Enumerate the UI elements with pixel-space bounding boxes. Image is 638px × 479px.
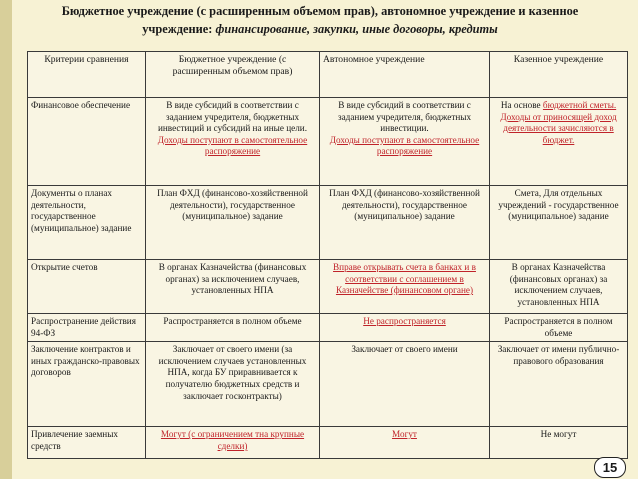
autonomous-text: В виде субсидий в соответствии с заданием учредителя, бюджетных инвестиции. [337, 100, 472, 134]
header-criteria: Критерии сравнения [28, 52, 146, 98]
budget-cell: Могут (с ограничением тна крупные сделки) [146, 427, 320, 459]
criterion-cell: Заключение контрактов и иных гражданско-правовых договоров [28, 342, 146, 427]
state-cell [490, 98, 628, 186]
title-line-2-italic: финансирование, закупки, иные договоры, кредиты [215, 22, 498, 36]
autonomous-cell [320, 98, 490, 186]
table-row [28, 98, 628, 186]
table-row [28, 186, 628, 260]
budget-cell: Заключает от своего имени (за исключением случаев установленных НПА, когда БУ приравнивается к получателю бюджетных средств и заключает госконтракты) [146, 342, 320, 427]
table-header-row [28, 52, 628, 98]
budget-text: В виде субсидий в соответствии с заданием учредителя, бюджетных инвестиций и субсидий на иные цели. [157, 100, 308, 134]
state-cell: Не могут [490, 427, 628, 459]
autonomous-cell: План ФХД (финансово-хозяйственной деятельности), государственное (муниципальное) задание [320, 186, 490, 260]
state-cell: Распространяется в полном объеме [490, 314, 628, 342]
budget-cell: План ФХД (финансово-хозяйственной деятельности), государственное (муниципальное) задание [146, 186, 320, 260]
autonomous-cell: Могут [320, 427, 490, 459]
budget-cell: В органах Казначейства (финансовых органах) за исключением случаев, установленных НПА [146, 260, 320, 314]
autonomous-cell: Вправе открывать счета в банках и в соответствии с соглашением в Казначействе (финансовом органе) [320, 260, 490, 314]
autonomous-cell: Заключает от своего имени [320, 342, 490, 427]
header-state: Казенное учреждение [490, 52, 628, 98]
table-row [28, 427, 628, 459]
criterion-cell: Распространение действия 94-ФЗ [28, 314, 146, 342]
criterion-cell: Финансовое обеспечение [28, 98, 146, 186]
left-decorative-bar [0, 0, 12, 479]
state-text: На основе [500, 100, 543, 110]
table-row [28, 342, 628, 427]
autonomous-red-text: Доходы поступают в самостоятельное распоряжение [329, 134, 480, 157]
comparison-table [27, 51, 628, 459]
state-red-text-1: бюджетной сметы. [542, 100, 617, 110]
header-autonomous: Автономное учреждение [320, 52, 490, 98]
page-title [14, 2, 626, 38]
state-cell: Смета, Для отдельных учреждений - государственное (муниципальное) задание [490, 186, 628, 260]
budget-cell [146, 98, 320, 186]
page-number-badge: 15 [594, 457, 626, 478]
criterion-cell: Привлечение заемных средств [28, 427, 146, 459]
state-red-text-2: Доходы от приносящей доход деятельности зачисляются в бюджет. [500, 111, 617, 145]
autonomous-cell: Не распространяется [320, 314, 490, 342]
title-line-1: Бюджетное учреждение (с расширенным объемом прав), автономное учреждение и казенное [61, 4, 579, 18]
title-line-2-prefix: учреждение: [142, 22, 216, 36]
state-text-line [493, 100, 624, 112]
criterion-cell: Открытие счетов [28, 260, 146, 314]
budget-red-text: Доходы поступают в самостоятельное распоряжение [157, 134, 308, 157]
state-cell: Заключает от имени публично-правового образования [490, 342, 628, 427]
budget-cell: Распространяется в полном объеме [146, 314, 320, 342]
table-row [28, 260, 628, 314]
criterion-cell: Документы о планах деятельности, государственное (муниципальное) задание [28, 186, 146, 260]
header-budget: Бюджетное учреждение (с расширенным объемом прав) [146, 52, 320, 98]
table-row [28, 314, 628, 342]
title-line-2 [14, 20, 626, 38]
state-cell: В органах Казначейства (финансовых органах) за исключением случаев, установленных НПА [490, 260, 628, 314]
